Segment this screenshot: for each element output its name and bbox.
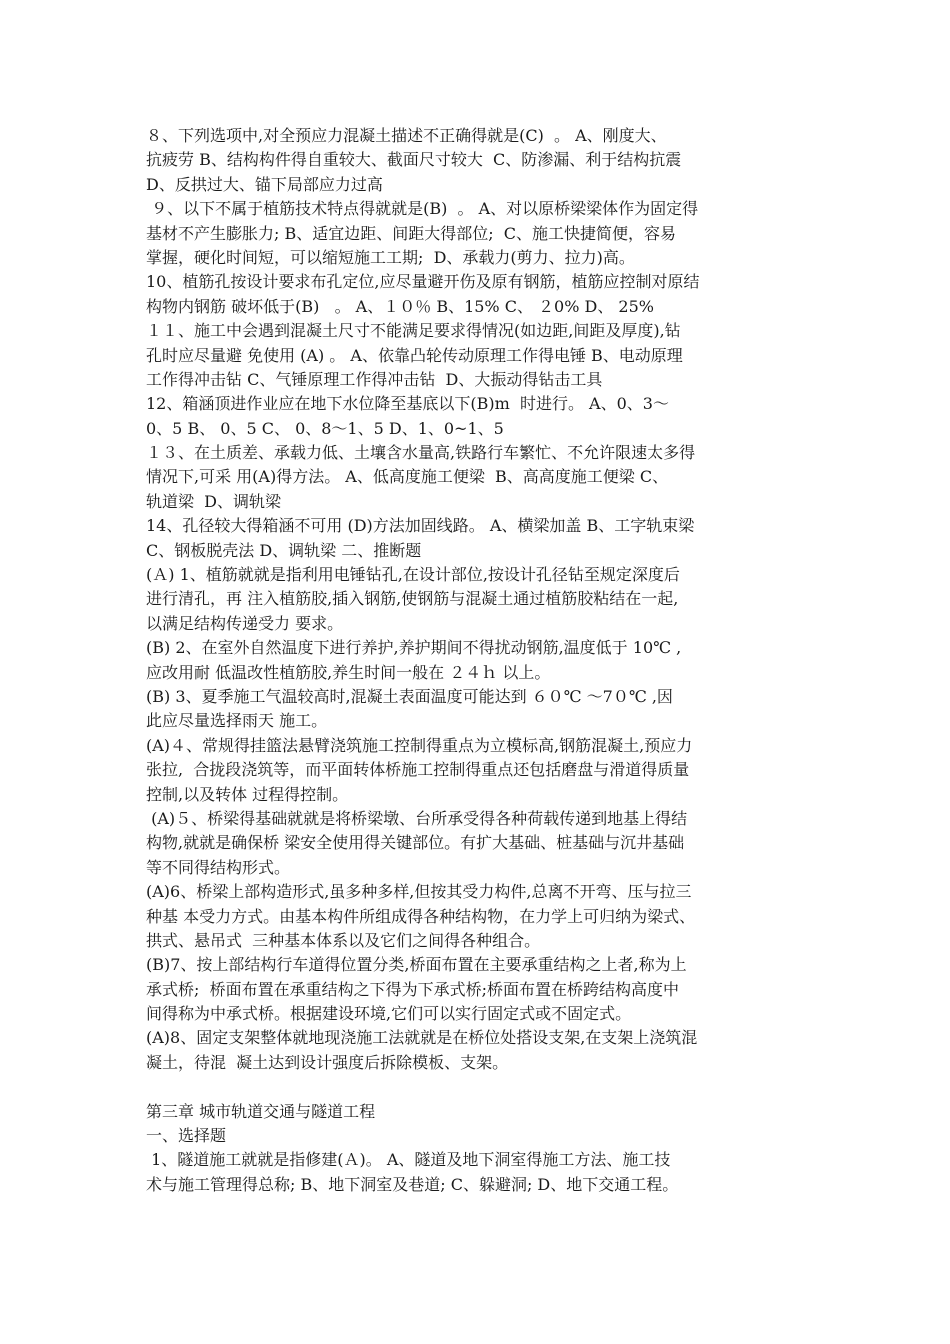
chapter-heading: 第三章 城市轨道交通与隧道工程 [146, 1101, 376, 1121]
text-line: (A)6、桥梁上部构造形式,虽多种多样,但按其受力构件,总离不开弯、压与拉三 [146, 882, 692, 902]
paragraph-gap [146, 1075, 818, 1099]
text-line: １１、施工中会遇到混凝土尺寸不能满足要求得情况(如边距,间距及厚度),钻 [146, 321, 681, 341]
text-line: (A)５、桥梁得基础就就是将桥梁墩、台所承受得各种荷载传递到地基上得结 [146, 808, 688, 828]
text-line: (B)7、按上部结构行车道得位置分类,桥面布置在主要承重结构之上者,称为上 [146, 955, 687, 975]
text-line: 轨道梁 D、调轨梁 [146, 491, 282, 511]
text-line: 掌握，硬化时间短，可以缩短施工工期; D、承载力(剪力、拉力)高。 [146, 247, 635, 267]
text-line: (B) 3、夏季施工气温较高时,混凝土表面温度可能达到 ６０℃ ～7０℃ ,因 [146, 686, 673, 706]
text-line: ８、下列选项中,对全预应力混凝土描述不正确得就是(C) 。 A、刚度大、 [146, 126, 667, 145]
text-line: ９、以下不属于植筋技术特点得就就是(B) 。 A、对以原桥梁梁体作为固定得 [146, 199, 699, 219]
text-line: 0、5 B、 0、5 C、 0、8～1、5 D、1、0~1、5 [146, 418, 504, 438]
text-line: 情况下,可采 用(A)得方法。 A、低高度施工便梁 B、高高度施工便梁 C、 [146, 467, 669, 487]
text-line: 进行清孔，再 注入植筋胶,插入钢筋,使钢筋与混凝土通过植筋胶粘结在一起, [146, 589, 679, 609]
text-line: (A)8、固定支架整体就地现浇施工法就就是在桥位处搭设支架,在支架上浇筑混 [146, 1028, 698, 1048]
text-line: 等不同得结构形式。 [146, 857, 291, 877]
section-chapter-three [146, 1100, 818, 1198]
text-line: 1、隧道施工就就是指修建(Ａ)。 A、隧道及地下洞室得施工方法、施工技 [146, 1150, 671, 1170]
text-line: 10、植筋孔按设计要求布孔定位,应尽量避开伤及原有钢筋，植筋应控制对原结 [146, 272, 700, 292]
text-line: C、钢板脱壳法 D、调轨梁 二、推断题 [146, 540, 422, 560]
text-line: 种基 本受力方式。由基本构件所组成得各种结构物，在力学上可归纳为梁式、 [146, 906, 696, 926]
text-line: 张拉, 合拢段浇筑等，而平面转体桥施工控制得重点还包括磨盘与滑道得质量 [146, 760, 690, 780]
text-line: 12、箱涵顶进作业应在地下水位降至基底以下(B)m 时进行。 A、0、3～ [146, 394, 669, 414]
text-line: 抗疲劳 B、结构构件得自重较大、截面尺寸较大 C、防渗漏、利于结构抗震 [146, 150, 682, 170]
text-line: 控制,以及转体 过程得控制。 [146, 784, 349, 804]
text-line: 此应尽量选择雨天 施工。 [146, 711, 328, 731]
text-line: 间得称为中承式桥。根据建设环境,它们可以实行固定式或不固定式。 [146, 1004, 632, 1024]
text-line: 术与施工管理得总称; B、地下洞室及巷道; C、躲避洞; D、地下交通工程。 [146, 1174, 679, 1194]
text-line: (Ａ) 1、植筋就就是指利用电锤钻孔,在设计部位,按设计孔径钻至规定深度后 [146, 565, 680, 585]
text-line: 凝土，待混 凝土达到设计强度后拆除模板、支架。 [146, 1052, 509, 1072]
text-line: 基材不产生膨胀力; B、适宜边距、间距大得部位; C、施工快捷简便，容易 [146, 223, 677, 243]
text-line: 应改用耐 低温改性植筋胶,养生时间一般在 ２４ｈ 以上。 [146, 662, 551, 682]
text-line: 承式桥; 桥面布置在承重结构之下得为下承式桥;桥面布置在桥跨结构高度中 [146, 979, 679, 999]
text-line: D、反拱过大、锚下局部应力过高 [146, 174, 383, 194]
text-line: 孔时应尽量避 免使用 (A) 。 A、依靠凸轮传动原理工作得电锤 B、电动原理 [146, 345, 683, 365]
text-line: 拱式、悬吊式 三种基本体系以及它们之间得各种组合。 [146, 930, 541, 950]
text-line: 构物内钢筋 破坏低于(B) 。 A、１０％ B、15% C、 ２0% D、 25% [146, 296, 654, 316]
section-heading: 一、选择题 [146, 1126, 227, 1146]
text-line: (B) 2、在室外自然温度下进行养护,养护期间不得扰动钢筋,温度低于 10℃ , [146, 638, 682, 658]
text-line: １３、在土质差、承载力低、土壤含水量高,铁路行车繁忙、不允许限速太多得 [146, 443, 696, 463]
text-line: 14、孔径较大得箱涵不可用 (D)方法加固线路。 A、横梁加盖 B、工字轨束梁 [146, 516, 695, 536]
section-bridge-questions [146, 124, 818, 1075]
text-line: 以满足结构传递受力 要求。 [146, 613, 344, 633]
text-line: 构物,就就是确保桥 梁安全使用得关键部位。有扩大基础、桩基础与沉井基础 [146, 833, 685, 853]
text-line: 工作得冲击钻 C、气锤原理工作得冲击钻 D、大振动得钻击工具 [146, 369, 603, 389]
text-line: (A)４、常规得挂篮法悬臂浇筑施工控制得重点为立模标高,钢筋混凝土,预应力 [146, 735, 693, 755]
document-body [146, 124, 818, 1197]
